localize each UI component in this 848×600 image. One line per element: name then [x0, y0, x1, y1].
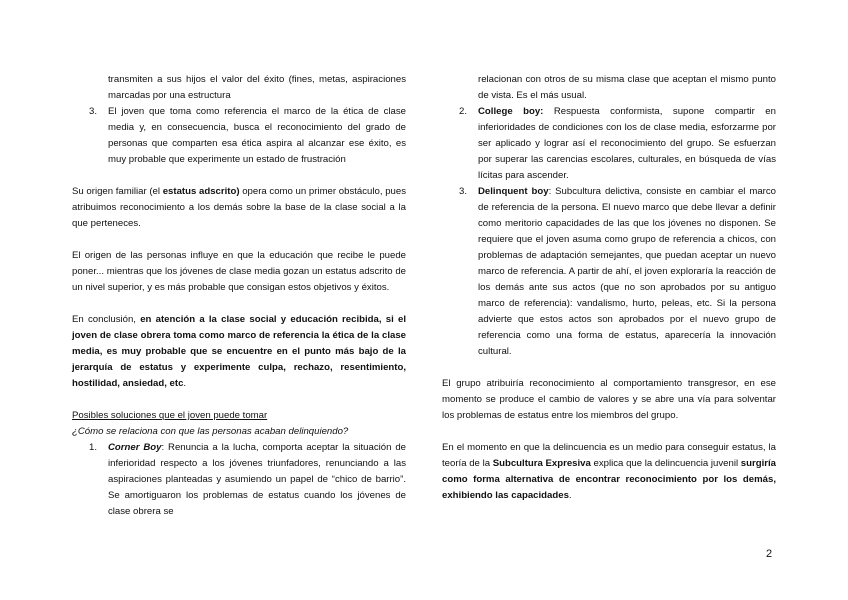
list-item-title: College boy:	[478, 106, 544, 117]
list-item-text: : Renuncia a la lucha, comporta aceptar la situación de inferioridad respecto a los jóvenes triunfadores, renunciando a las aspiraciones planteadas y asumiendo un papel de “chico de barrio”. Se amortiguaron los problemas de estatus cuando los jóvenes de clase obrera se	[108, 442, 406, 517]
list-number: 1.	[89, 442, 98, 453]
paragraph-text: .	[183, 378, 187, 389]
paragraph-text: explica que la delincuencia juvenil	[590, 458, 741, 469]
list-item-1	[72, 440, 406, 520]
list-item-title: Corner Boy	[108, 442, 162, 453]
bold-term: estatus adscrito)	[162, 186, 240, 197]
right-column	[442, 72, 776, 504]
left-column	[72, 72, 406, 520]
list-item-text: Respuesta conformista, supone compartir en inferioridades de condiciones con los de clase media, esforzarme por ser aplicado y lograr así el reconocimiento del grupo. Se esfuerzan por superar las carencias escolares, culturales, en búsqueda de vías lícitas para ascender.	[478, 106, 776, 181]
paragraph-origen-familiar	[72, 184, 406, 232]
list-item-title: Delinquent boy	[478, 186, 549, 197]
bold-conclusion: surgiría como forma alternativa de encontrar reconocimiento por los demás, exhibiendo las capacidades	[442, 458, 776, 501]
paragraph-grupo: El grupo atribuiría reconocimiento al comportamiento transgresor, en ese momento se produce el cambio de valores y se abre una vía para solventar los problemas de estatus entre los miembros del grupo.	[442, 378, 776, 421]
section-heading: Posibles soluciones que el joven puede tomar	[72, 410, 268, 421]
list-number: 3.	[459, 186, 468, 197]
list-item-3	[72, 104, 406, 168]
paragraph-origen-personas: El origen de las personas influye en que la educación que recibe le puede poner... mientras que los jóvenes de clase media gozan un estatus adscrito de un nivel superior, y es más probable que consigan estos objetivos y éxitos.	[72, 250, 406, 293]
list-item-continuation: relacionan con otros de su misma clase que aceptan el mismo punto de vista. Es el más usual.	[478, 74, 776, 101]
paragraph-text: .	[568, 490, 572, 501]
paragraph-text: Su origen familiar (el	[72, 186, 163, 197]
list-item-text: El joven que toma como referencia el marco de la ética de clase media y, en consecuencia, busca el reconocimiento del grado de personas que comparten esa ética aspira al alcanzar ese éxito, es muy probable que experimente un estado de frustración	[108, 106, 406, 165]
page-number: 2	[766, 548, 773, 560]
paragraph-text: En el momento en que la delincuencia es un medio para conseguir estatus, la teoría de la	[442, 442, 776, 469]
bold-conclusion: en atención a la clase social y educación recibida, si el joven de clase obrera toma como marco de referencia la ética de la clase media, es muy probable que se encuentre en el punto más bajo de la jerarquía de estatus y experimente culpa, rechazo, resentimiento, hostilidad, ansiedad, etc	[72, 314, 406, 389]
list-number: 2.	[459, 106, 468, 117]
question-text: ¿Cómo se relaciona con que las personas acaban delinquiendo?	[72, 426, 349, 437]
paragraph-text: opera como un primer obstáculo, pues atribuimos reconocimiento a los demás sobre la base de la clase social a la que perteneces.	[72, 186, 406, 229]
list-item-continuation: transmiten a sus hijos el valor del éxito (fines, metas, aspiraciones marcadas por una estructura	[108, 74, 406, 101]
paragraph-subcultura	[442, 440, 776, 504]
list-item-2	[442, 104, 776, 184]
paragraph-conclusion	[72, 312, 406, 392]
list-item-3	[442, 184, 776, 360]
section-question	[72, 424, 406, 440]
list-number: 3.	[89, 106, 98, 117]
bold-term: Subcultura Expresiva	[492, 458, 591, 469]
list-item-text: : Subcultura delictiva, consiste en cambiar el marco de referencia de la persona. El nuevo marco que debe llevar a definir como meritorio capacidades de las que los jóvenes no disponen. Se requiere que el joven asuma como grupo de referencia a chicos, con problemas de adaptación semejantes, que puedan aceptar un nuevo marco de referencia. A partir de ahí, el joven exploraría la reacción de los demás ante sus actos (que no son aprobados por su antiguo marco de referencia): vandalismo, hurto, peleas, etc. Si la persona advierte que estos actos son aprobados por el nuevo grupo de referencia como una forma de estatus, aparecería la innovación cultural.	[478, 186, 777, 357]
paragraph-text: En conclusión,	[72, 314, 141, 325]
